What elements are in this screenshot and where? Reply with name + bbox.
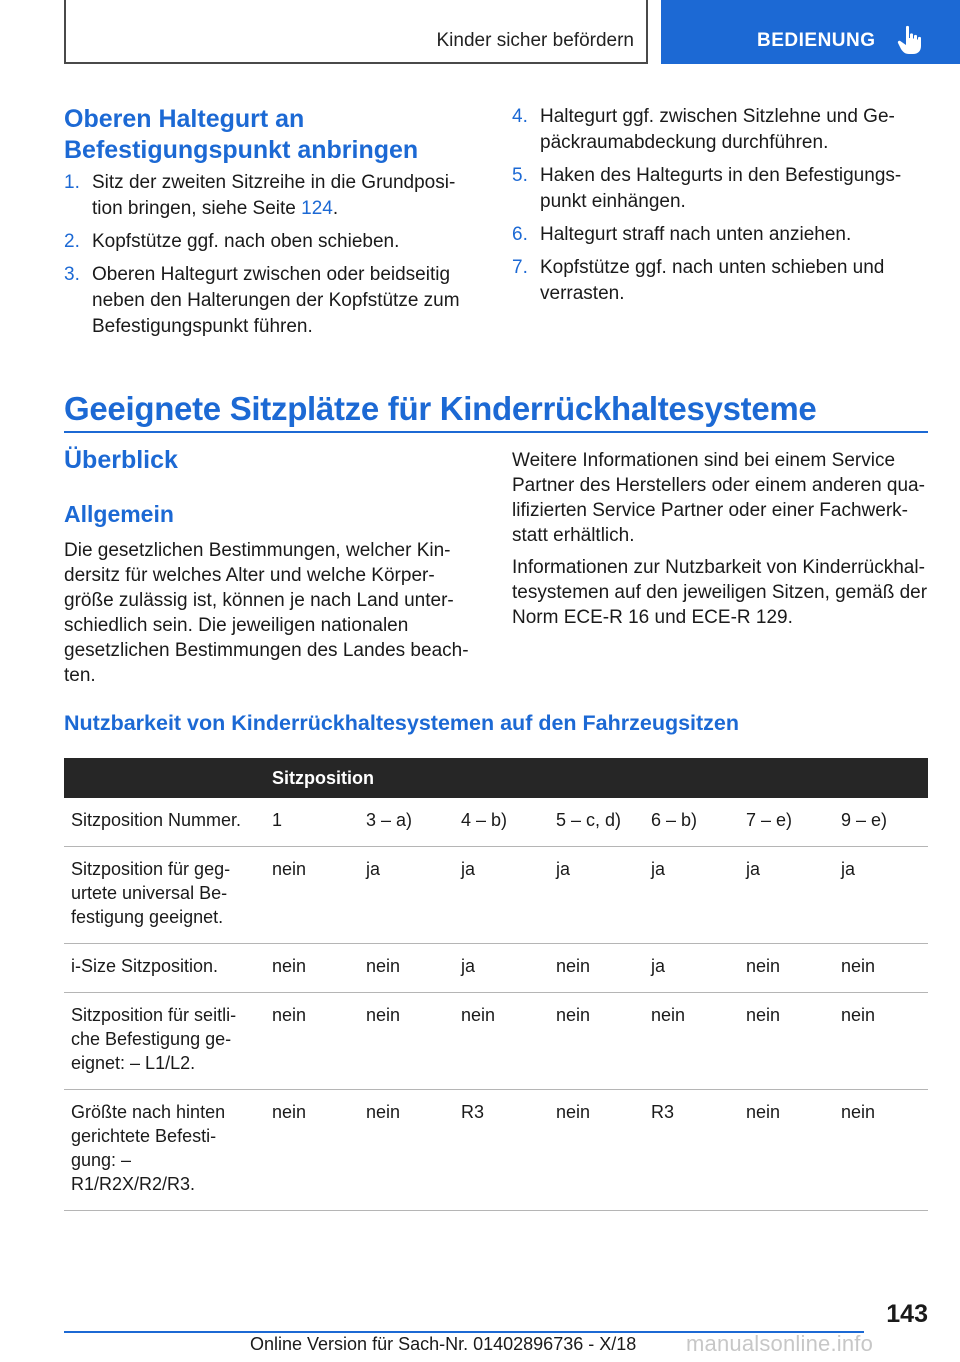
step-number: 7. [512,257,528,278]
table-cell: nein [548,1090,643,1211]
step-number: 3. [64,264,80,285]
table-cell: nein [358,993,453,1090]
table-cell: ja [738,847,833,944]
table-cell: nein [548,993,643,1090]
info-paragraph-2: Informationen zur Nutzbarkeit von Kinderrückhal- tesystemen auf den jeweiligen Sitzen, gemäß der Norm ECE-R 16 und ECE-R 129. [512,557,928,628]
info-paragraph-1: Weitere Informationen sind bei einem Service Partner des Herstellers oder einem anderen qua- lifizierten Service Partner oder einer Fachwerk- statt erhältlich. [512,450,925,546]
table-cell: 9 – e) [833,798,928,847]
table-cell: nein [453,993,548,1090]
step-number: 2. [64,231,80,252]
step-text: Haltegurt ggf. zwischen Sitzlehne und Ge- päckraumabdeckung durchführen. [540,106,895,153]
header-chapter-tab [661,0,960,64]
table-cell: nein [738,993,833,1090]
page-number: 143 [886,1300,928,1328]
table-cell: nein [358,944,453,993]
table-row-label: Sitzposition Nummer. [64,798,264,847]
step-text: Oberen Haltegurt zwischen oder beidseitig neben den Halterungen der Kopfstütze zum Befestigungspunkt führen. [92,264,460,337]
main-heading: Geeignete Sitzplätze für Kinderrückhaltesysteme [64,390,817,427]
table-cell: 6 – b) [643,798,738,847]
header-chapter-title: BEDIENUNG [757,30,876,51]
step-item [512,163,932,215]
header-section-title: Kinder sicher befördern [436,30,634,51]
step-item [64,170,474,222]
table-cell: ja [643,944,738,993]
step-number: 6. [512,224,528,245]
overview-heading: Überblick [64,446,178,474]
table-row-label: Größte nach hinten gerichtete Befesti- gung: – R1/R2X/R2/R3. [64,1090,264,1211]
table-cell: nein [548,944,643,993]
table-cell: 4 – b) [453,798,548,847]
step-item [512,222,932,248]
steps-list-left [64,170,474,347]
step-item [64,262,474,340]
table-cell: ja [358,847,453,944]
table-header-row [64,758,928,798]
heading-line-1: Oberen Haltegurt an [64,105,305,133]
table-cell: 3 – a) [358,798,453,847]
step-item [512,104,932,156]
table-cell: 1 [264,798,358,847]
table-cell: nein [358,1090,453,1211]
table-cell: nein [643,993,738,1090]
table-cell: nein [833,1090,928,1211]
table-row [64,993,928,1090]
table-cell: ja [643,847,738,944]
table-row [64,798,928,847]
table-cell: nein [738,1090,833,1211]
step-number: 5. [512,165,528,186]
heading-rule [64,431,928,433]
table-cell: ja [453,944,548,993]
table-cell: nein [264,847,358,944]
heading-top-tether [64,104,418,166]
table-cell: ja [548,847,643,944]
table-cell: ja [453,847,548,944]
step-text: Kopfstütze ggf. nach oben schieben. [92,231,400,252]
pointing-hand-icon [897,25,923,55]
watermark-logo: manualsonline.info [686,1331,874,1356]
table-header-empty [64,758,264,798]
step-number: 4. [512,106,528,127]
general-subheading: Allgemein [64,501,174,527]
table-row [64,944,928,993]
usability-heading: Nutzbarkeit von Kinderrückhaltesystemen auf den Fahrzeugsitzen [64,711,740,735]
step-item [512,255,932,307]
steps-list-right [512,104,932,314]
table-body [64,798,928,1211]
table-row-label: Sitzposition für geg- urtete universal Be- festigung geeignet. [64,847,264,944]
step-number: 1. [64,172,80,193]
table-cell: nein [738,944,833,993]
table-cell: nein [833,944,928,993]
table-header-cell: Sitzposition [264,758,928,798]
step-text: Haken des Haltegurts in den Befestigungs- punkt einhängen. [540,165,902,212]
footer-online-version: Online Version für Sach-Nr. 01402896736 - X/18 [250,1334,637,1354]
table-row [64,847,928,944]
page-link[interactable]: 124 [301,198,333,219]
step-text-end: . [332,198,339,219]
step-text: Haltegurt straff nach unten anziehen. [540,224,852,245]
heading-line-2: Befestigungspunkt anbringen [64,136,419,164]
table-cell: 5 – c, d) [548,798,643,847]
table-row [64,1090,928,1211]
table-cell: nein [264,993,358,1090]
table-row-label: Sitzposition für seitli- che Befestigung ge- eignet: – L1/L2. [64,993,264,1090]
general-paragraph: Die gesetzlichen Bestimmungen, welcher Kin- dersitz für welches Alter und welche Körper- größe zulässig ist, können je nach Land unter- schiedlich sein. Die jeweiligen nationalen gesetzlichen Bestimmungen des Landes beach- ten. [64,540,469,686]
table-cell: nein [833,993,928,1090]
step-text: Sitz der zweiten Sitzreihe in die Grundposi- tion bringen, siehe Seite [92,172,456,219]
step-text: Kopfstütze ggf. nach unten schieben und verrasten. [540,257,885,304]
table-cell: nein [264,944,358,993]
table-cell: nein [264,1090,358,1211]
table-cell: R3 [453,1090,548,1211]
table-row-label: i-Size Sitzposition. [64,944,264,993]
table-cell: ja [833,847,928,944]
header-section-box [64,0,648,64]
table-cell: 7 – e) [738,798,833,847]
seat-usability-table [64,758,928,1211]
table-cell: R3 [643,1090,738,1211]
step-item [64,229,474,255]
